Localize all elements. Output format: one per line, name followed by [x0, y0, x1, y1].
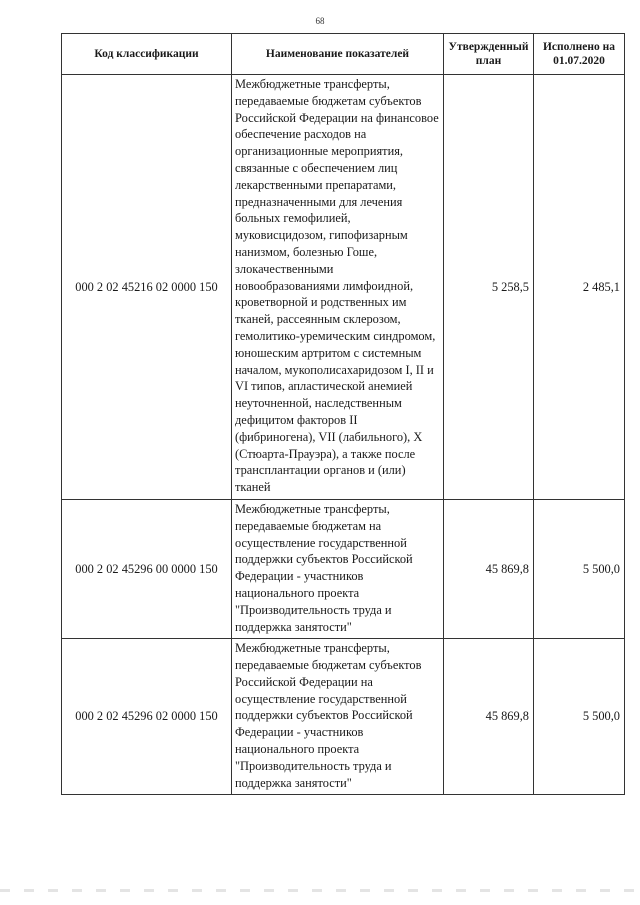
budget-table	[61, 33, 625, 795]
approved-plan-value: 45 869,8	[444, 499, 534, 638]
header-plan: Утвержденный план	[444, 34, 534, 75]
executed-value: 2 485,1	[534, 75, 625, 500]
executed-value: 5 500,0	[534, 639, 625, 795]
header-name: Наименование показателей	[232, 34, 444, 75]
indicator-name: Межбюджетные трансферты, передаваемые бюджетам субъектов Российской Федерации на финансовое обеспечение расходов на организационные мероприятия, связанные с обеспечением лиц лекарственными препаратами, предназначенными для лечения больных гемофилией, муковисцидозом, гипофизарным нанизмом, болезнью Гоше, злокачественными новообразованиями лимфоидной, кроветворной и родственных им тканей, рассеянным склерозом, гемолитико-уремическим синдромом, юношеским артритом с системным началом, мукополисахаридозом I, II и VI типов, апластической анемией неуточненной, наследственным дефицитом факторов II (фибриногена), VII (лабильного), X (Стюарта-Прауэра), а также после трансплантации органов и (или) тканей	[232, 75, 444, 500]
scan-edge-marks	[0, 889, 640, 892]
indicator-name: Межбюджетные трансферты, передаваемые бюджетам субъектов Российской Федерации на осуществление государственной поддержки субъектов Российской Федерации - участников национального проекта "Производительность труда и поддержка занятости"	[232, 639, 444, 795]
executed-value: 5 500,0	[534, 499, 625, 638]
indicator-name: Межбюджетные трансферты, передаваемые бюджетам на осуществление государственной поддержки субъектов Российской Федерации - участников национального проекта "Производительность труда и поддержка занятости"	[232, 499, 444, 638]
table-row	[62, 639, 625, 795]
table-body	[62, 75, 625, 795]
classification-code: 000 2 02 45296 02 0000 150	[62, 639, 232, 795]
table-header	[62, 34, 625, 75]
header-done: Исполнено на 01.07.2020	[534, 34, 625, 75]
approved-plan-value: 45 869,8	[444, 639, 534, 795]
classification-code: 000 2 02 45296 00 0000 150	[62, 499, 232, 638]
table-row	[62, 75, 625, 500]
header-row	[62, 34, 625, 75]
header-code: Код классификации	[62, 34, 232, 75]
classification-code: 000 2 02 45216 02 0000 150	[62, 75, 232, 500]
table-row	[62, 499, 625, 638]
approved-plan-value: 5 258,5	[444, 75, 534, 500]
page-number: 68	[315, 16, 325, 26]
